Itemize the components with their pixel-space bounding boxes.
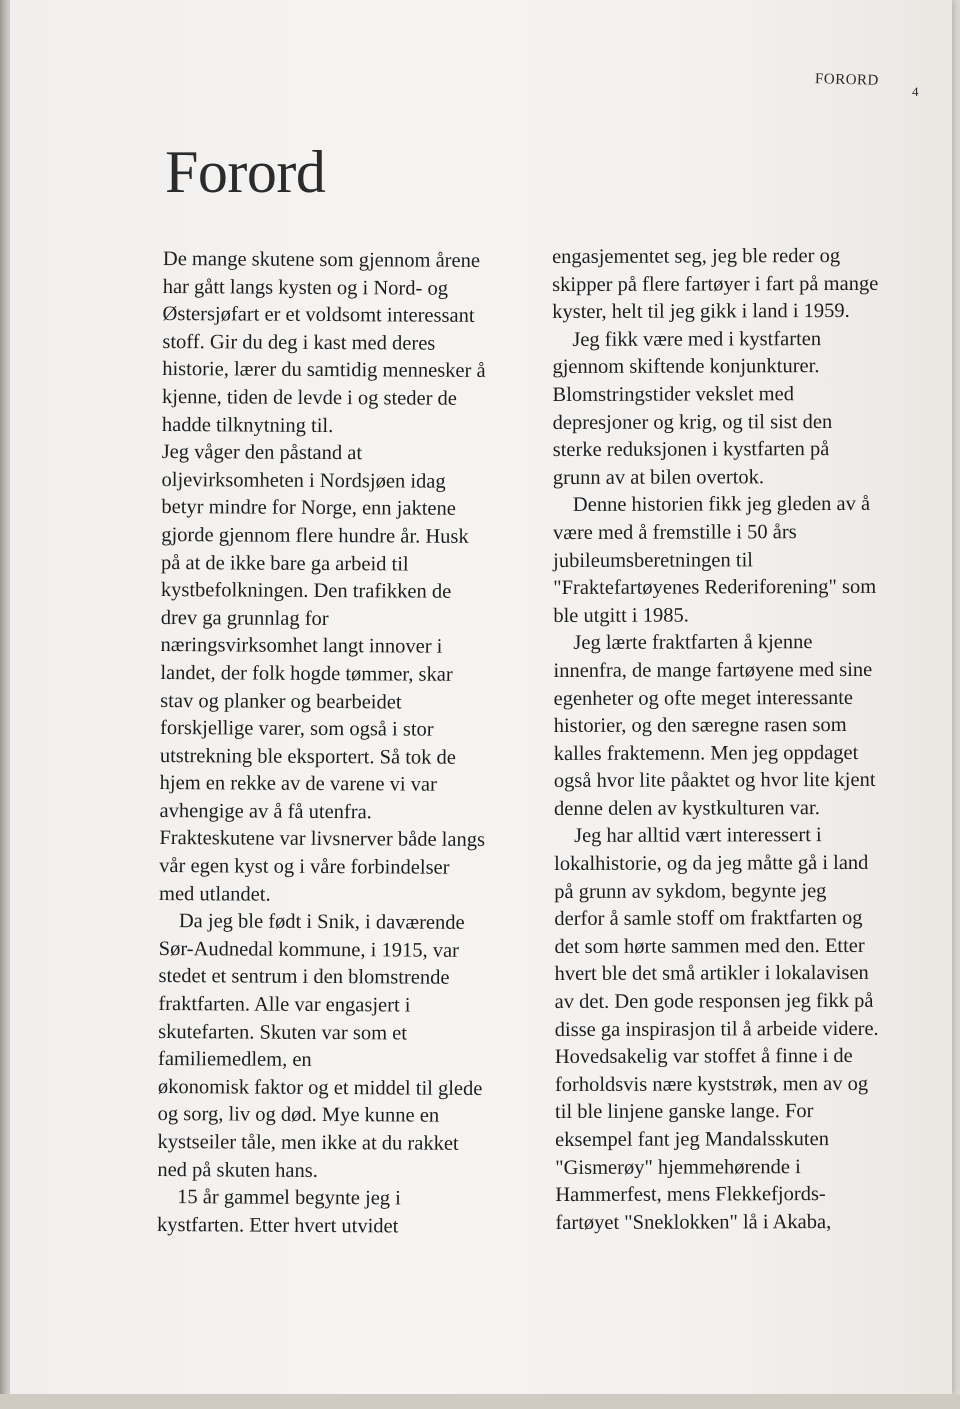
text-line: kystbefolkningen. Den trafikken de bbox=[160, 579, 452, 603]
text-line: av det. Den gode responsen jeg fikk på bbox=[554, 989, 874, 1014]
text-line: gjorde gjennom flere hundre år. Husk bbox=[161, 523, 469, 548]
text-line: drev ga grunnlag for bbox=[160, 606, 329, 630]
text-line: historier, og den særegne rasen som bbox=[553, 714, 847, 738]
text-line: engasjementet seg, jeg ble reder og bbox=[552, 244, 841, 268]
text-line: Hovedsakelig var stoffet å finne i de bbox=[554, 1045, 853, 1069]
text-line: Jeg våger den påstand at bbox=[161, 441, 363, 465]
text-line: kystfarten. Etter hvert utvidet bbox=[156, 1213, 399, 1238]
text-line: jubileumsberetningen til bbox=[553, 548, 753, 572]
text-line: vår egen kyst og i våre forbindelser bbox=[159, 855, 450, 879]
text-line: og sorg, liv og død. Mye kunne en bbox=[157, 1103, 440, 1128]
text-line: Jeg lærte fraktfarten å kjenne bbox=[573, 631, 813, 655]
text-column-left bbox=[157, 246, 535, 1242]
text-line: betyr mindre for Norge, enn jaktene bbox=[161, 496, 456, 521]
text-line: Østersjøfart er et voldsomt interessant bbox=[162, 303, 475, 328]
text-line: derfor å samle stoff om fraktfarten og bbox=[554, 907, 863, 931]
text-line: være med å fremstille i 50 års bbox=[552, 521, 797, 544]
text-line: økonomisk faktor og et middel til glede bbox=[157, 1075, 483, 1100]
running-header: FORORD bbox=[814, 71, 880, 89]
text-line: depresjoner og krig, og til sist den bbox=[552, 410, 833, 434]
text-line: Da jeg ble født i Snik, i daværende bbox=[178, 910, 465, 935]
text-line: historie, lærer du samtidig mennesker å bbox=[162, 358, 486, 383]
text-line: kystseiler tåle, men ikke at du rakket bbox=[157, 1130, 459, 1155]
text-line: Jeg har alltid vært interessert i bbox=[574, 824, 822, 848]
text-line: lokalhistorie, og da jeg måtte gå i land bbox=[554, 851, 869, 876]
text-line: oljevirksomheten i Nordsjøen idag bbox=[161, 468, 446, 493]
text-line: utstrekning ble eksportert. Så tok de bbox=[159, 744, 457, 769]
text-line: ned på skuten hans. bbox=[157, 1158, 318, 1182]
page-bottom-edge bbox=[0, 1394, 960, 1409]
text-line: hadde tilknytning til. bbox=[161, 413, 334, 437]
text-line: 15 år gammel begynte jeg i bbox=[177, 1186, 401, 1210]
text-line: med utlandet. bbox=[158, 882, 271, 906]
text-line: Denne historien fikk jeg gleden av å bbox=[572, 493, 871, 517]
text-line: grunn av at bilen overtok. bbox=[552, 466, 765, 489]
text-line: skutefarten. Skuten var som et bbox=[158, 1020, 408, 1045]
text-line: hvert ble det små artikler i lokalavisen bbox=[554, 962, 869, 986]
text-line: næringsvirksomhet langt innover i bbox=[160, 634, 443, 659]
text-line: forskjellige varer, som også i stor bbox=[159, 717, 434, 741]
text-line: denne delen av kystkulturen var. bbox=[553, 796, 820, 820]
text-line: på at de ikke bare ga arbeid til bbox=[160, 551, 409, 576]
text-line: ble utgitt i 1985. bbox=[553, 604, 689, 627]
text-line: eksempel fant jeg Mandalsskuten bbox=[555, 1128, 829, 1151]
text-line: innenfra, de mange fartøyene med sine bbox=[553, 658, 873, 682]
text-line: De mange skutene som gjennom årene bbox=[162, 247, 481, 272]
text-line: disse ga inspirasjon til å arbeide videre. bbox=[554, 1017, 879, 1041]
text-line: familiemedlem, en bbox=[157, 1048, 312, 1072]
text-line: Jeg fikk være med i kystfarten bbox=[572, 327, 822, 351]
text-line: det som hørte sammen med den. Etter bbox=[554, 934, 865, 958]
text-line: Sør-Audnedal kommune, i 1915, var bbox=[158, 937, 459, 962]
text-line: kjenne, tiden de levde i og steder de bbox=[162, 385, 458, 410]
text-line: "Fraktefartøyenes Rederiforening" som bbox=[553, 575, 877, 600]
text-line: på grunn av sykdom, begynte jeg bbox=[554, 879, 827, 903]
text-line: til ble linjene ganske lange. For bbox=[554, 1100, 814, 1124]
book-page bbox=[10, 0, 952, 1394]
text-line: gjennom skiftende konjunkturer. bbox=[552, 355, 820, 379]
text-line: har gått langs kysten og i Nord- og bbox=[162, 275, 449, 300]
text-line: kyster, helt til jeg gikk i land i 1959. bbox=[552, 300, 850, 324]
text-line: Hammerfest, mens Flekkefjords- bbox=[555, 1183, 826, 1207]
text-line: forholdsvis nære kyststrøk, men av og bbox=[554, 1072, 869, 1096]
text-line: stoff. Gir du deg i kast med deres bbox=[162, 330, 436, 355]
text-line: skipper på flere fartøyer i fart på mange bbox=[552, 272, 879, 296]
text-line: stedet et sentrum i den blomstrende bbox=[158, 965, 450, 990]
text-line: kalles fraktemenn. Men jeg oppdaget bbox=[553, 741, 859, 765]
text-line: landet, der folk hogde tømmer, skar bbox=[160, 661, 453, 686]
text-line: fraktfarten. Alle var engasjert i bbox=[158, 993, 411, 1017]
text-line: Frakteskutene var livsnerver både langs bbox=[159, 827, 486, 852]
text-line: sterke reduksjonen i kystfarten på bbox=[552, 438, 830, 462]
text-line: avhengige av å få utenfra. bbox=[159, 799, 372, 824]
text-line: "Gismerøy" hjemmehørende i bbox=[555, 1155, 801, 1179]
text-line: fartøyet "Sneklokken" lå i Akaba, bbox=[555, 1210, 832, 1234]
text-line: også hvor lite påaktet og hvor lite kjent bbox=[553, 769, 876, 793]
page-title: Forord bbox=[165, 139, 326, 205]
text-line: stav og planker og bearbeidet bbox=[160, 689, 402, 713]
text-column-right bbox=[552, 243, 920, 1238]
page-number: 4 bbox=[912, 84, 919, 99]
text-line: hjem en rekke av de varene vi var bbox=[159, 772, 437, 796]
text-line: egenheter og ofte meget interessante bbox=[553, 686, 854, 710]
text-line: Blomstringstider vekslet med bbox=[552, 383, 794, 406]
